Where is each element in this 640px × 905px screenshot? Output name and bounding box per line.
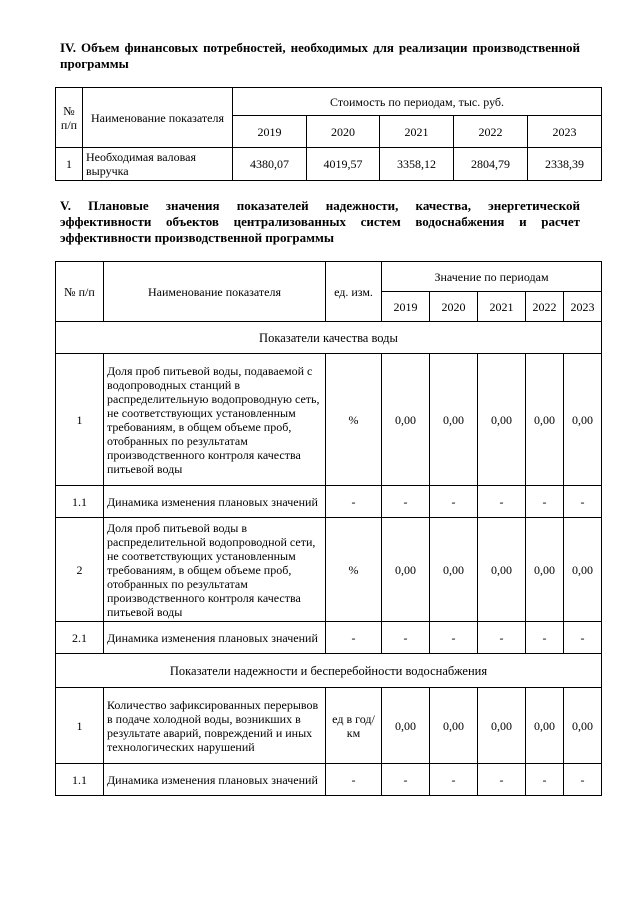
row-name: Динамика изменения плановых значений [104,486,326,518]
row-value: 0,00 [430,354,478,486]
row-unit: - [326,622,382,654]
row-name: Доля проб питьевой воды в распределительной водопроводной сети, не соответствующих установленным требованиям, в общем объеме проб, отобранных по результатам производственного контроля качества питьевой воды [104,518,326,622]
row-name: Доля проб питьевой воды, подаваемой с водопроводных станций в распределительную водопроводную сеть, не соответствующих установленным требованиям, в общем объеме проб, отобранных по результатам производственного контроля качества питьевой воды [104,354,326,486]
row-value: - [564,622,602,654]
row-value: 0,00 [430,688,478,764]
row-value: 0,00 [382,354,430,486]
row-unit: - [326,764,382,796]
row-no: 1.1 [56,764,104,796]
group-title-water-quality: Показатели качества воды [56,322,602,354]
col-header-cost: Стоимость по периодам, тыс. руб. [233,88,602,116]
row-name: Динамика изменения плановых значений [104,764,326,796]
row-value: 0,00 [564,354,602,486]
year-header: 2021 [380,116,454,148]
row-value: - [564,486,602,518]
row-name: Необходимая валовая выручка [83,148,233,181]
row-value: 0,00 [478,688,526,764]
row-value: 0,00 [382,518,430,622]
row-value: - [526,764,564,796]
table-row [56,486,602,518]
row-value: - [526,486,564,518]
row-value: - [382,764,430,796]
table-row [56,764,602,796]
row-no: 2 [56,518,104,622]
row-no: 1 [56,354,104,486]
year-header: 2022 [526,292,564,322]
row-value: - [564,764,602,796]
row-value: - [430,486,478,518]
col-header-name: Наименование показателя [104,262,326,322]
row-value: - [478,764,526,796]
indicators-table [55,261,602,796]
col-header-unit: ед. изм. [326,262,382,322]
row-value: 0,00 [564,518,602,622]
row-value: 0,00 [430,518,478,622]
row-unit: % [326,518,382,622]
row-value: 0,00 [526,518,564,622]
row-name: Количество зафиксированных перерывов в подаче холодной воды, возникших в результате аварий, повреждений и иных технологических нарушений [104,688,326,764]
row-value: 0,00 [478,354,526,486]
year-header: 2023 [564,292,602,322]
row-no: 1 [56,688,104,764]
row-no: 1 [56,148,83,181]
year-header: 2020 [307,116,380,148]
row-value: 2804,79 [454,148,528,181]
row-value: - [478,486,526,518]
row-value: - [382,622,430,654]
row-value: 4019,57 [307,148,380,181]
financial-needs-table [55,87,602,181]
row-unit: - [326,486,382,518]
table-row [56,688,602,764]
row-value: 3358,12 [380,148,454,181]
year-header: 2021 [478,292,526,322]
row-value: - [430,622,478,654]
row-unit: % [326,354,382,486]
col-header-no: № п/п [56,262,104,322]
table-row [56,518,602,622]
row-no: 2.1 [56,622,104,654]
row-value: 0,00 [382,688,430,764]
section-v-title: V. Плановые значения показателей надежности, качества, энергетической эффективности объектов централизованных систем водоснабжения и расчет эффективности производственной программы [60,198,580,245]
row-value: 0,00 [526,688,564,764]
row-unit: ед в год/ км [326,688,382,764]
row-value: 0,00 [526,354,564,486]
row-value: 4380,07 [233,148,307,181]
section-iv-title: IV. Объем финансовых потребностей, необходимых для реализации производственной программы [60,40,580,71]
table-row [56,148,602,181]
col-header-values: Значение по периодам [382,262,602,292]
table-row [56,622,602,654]
year-header: 2022 [454,116,528,148]
year-header: 2023 [528,116,602,148]
row-name: Динамика изменения плановых значений [104,622,326,654]
col-header-name: Наименование показателя [83,88,233,148]
row-value: - [478,622,526,654]
year-header: 2020 [430,292,478,322]
year-header: 2019 [233,116,307,148]
year-header: 2019 [382,292,430,322]
row-no: 1.1 [56,486,104,518]
row-value: 0,00 [564,688,602,764]
table-row [56,354,602,486]
row-value: 0,00 [478,518,526,622]
col-header-no: № п/п [56,88,83,148]
row-value: - [526,622,564,654]
group-title-reliability: Показатели надежности и бесперебойности водоснабжения [56,654,602,688]
row-value: 2338,39 [528,148,602,181]
row-value: - [430,764,478,796]
row-value: - [382,486,430,518]
